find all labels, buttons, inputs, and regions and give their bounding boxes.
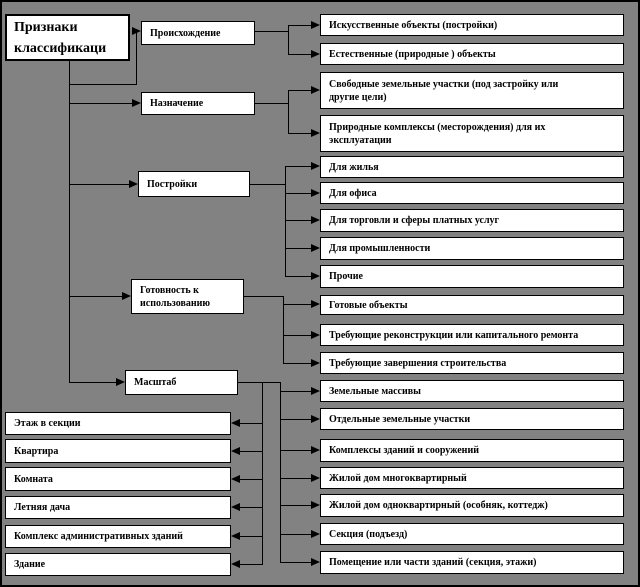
arrowhead-right-icon	[122, 292, 131, 300]
arrowhead-right-icon	[311, 21, 320, 29]
connector-line	[288, 25, 289, 55]
connector-line	[285, 166, 312, 167]
right-item-box	[320, 182, 624, 204]
arrowhead-right-icon	[311, 387, 320, 395]
right-item-label: Готовые объекты	[329, 299, 408, 311]
arrowhead-right-icon	[311, 530, 320, 538]
right-item-label: Свободные земельные участки (под застройку или другие цели)	[329, 78, 559, 103]
arrowhead-right-icon	[129, 180, 138, 188]
right-item-box	[320, 551, 624, 574]
category-box-scale	[125, 370, 238, 395]
arrowhead-right-icon	[311, 216, 320, 224]
arrowhead-right-icon	[311, 558, 320, 566]
connector-line	[250, 184, 285, 185]
right-item-label: Земельные массивы	[329, 385, 421, 397]
right-item-label: Для офиса	[329, 187, 377, 199]
arrowhead-right-icon	[311, 129, 320, 137]
title-box	[5, 14, 130, 61]
connector-line	[239, 451, 262, 452]
category-box-origin	[141, 21, 255, 45]
left-item-label: Здание	[14, 559, 46, 570]
right-item-box	[320, 237, 624, 260]
title-text: Признаки классификаци	[14, 19, 107, 56]
connector-line	[239, 564, 262, 565]
category-box-readiness	[131, 279, 244, 314]
connector-line	[280, 478, 312, 479]
connector-line	[285, 193, 312, 194]
arrowhead-left-icon	[231, 532, 240, 540]
right-item-box	[320, 43, 624, 65]
right-item-label: Комплексы зданий и сооружений	[329, 445, 479, 456]
connector-line	[280, 391, 312, 392]
connector-line	[69, 184, 130, 185]
connector-line	[69, 84, 136, 85]
right-item-box	[320, 523, 624, 545]
right-item-label: Отдельные земельные участки	[329, 413, 471, 425]
connector-line	[285, 276, 312, 277]
right-item-label: Прочие	[329, 271, 363, 282]
arrowhead-left-icon	[231, 475, 240, 483]
right-item-label: Искусственные объекты (постройки)	[329, 19, 498, 31]
connector-line	[280, 505, 312, 506]
arrowhead-right-icon	[311, 86, 320, 94]
left-item-box	[5, 439, 231, 463]
right-item-box	[320, 494, 624, 517]
right-item-box	[320, 115, 624, 152]
connector-line	[280, 534, 312, 535]
right-item-label: Естественные (природные ) объекты	[329, 48, 496, 60]
connector-line	[285, 166, 286, 276]
connector-line	[262, 382, 263, 565]
arrowhead-right-icon	[311, 50, 320, 58]
right-item-box	[320, 467, 624, 489]
right-item-box	[320, 156, 624, 178]
arrowhead-right-icon	[311, 162, 320, 170]
right-item-box	[320, 14, 624, 36]
left-item-label: Комната	[14, 473, 53, 485]
connector-line	[288, 25, 312, 26]
right-item-label: Жилой дом одноквартирный (особняк, коттедж)	[329, 500, 548, 511]
arrowhead-right-icon	[132, 27, 141, 35]
category-label: Масштаб	[134, 377, 177, 388]
right-item-label: Требующие завершения строительства	[329, 357, 507, 369]
right-item-box	[320, 295, 624, 315]
arrowhead-right-icon	[311, 359, 320, 367]
right-item-label: Жилой дом многоквартирный	[329, 472, 467, 484]
right-item-label: Для жилья	[329, 161, 379, 173]
arrowhead-left-icon	[231, 447, 240, 455]
left-item-box	[5, 496, 231, 519]
arrowhead-left-icon	[231, 560, 240, 568]
connector-line	[283, 335, 312, 336]
connector-line	[239, 536, 262, 537]
left-item-label: Этаж в секции	[14, 418, 81, 429]
connector-line	[239, 423, 262, 424]
left-item-label: Летняя дача	[14, 502, 71, 513]
category-label: Назначение	[150, 98, 204, 109]
right-item-box	[320, 324, 624, 346]
right-item-box	[320, 380, 624, 402]
arrowhead-right-icon	[311, 189, 320, 197]
left-item-box	[5, 412, 231, 435]
arrowhead-right-icon	[132, 99, 141, 107]
connector-line	[288, 54, 312, 55]
right-item-label: Секция (подъезд)	[329, 528, 408, 540]
right-item-label: Требующие реконструкции или капитального ремонта	[329, 329, 579, 341]
connector-line	[283, 304, 312, 305]
connector-line	[239, 507, 262, 508]
connector-line	[280, 382, 281, 563]
right-item-label: Для промышленности	[329, 243, 431, 254]
connector-line	[69, 61, 70, 383]
right-item-box	[320, 72, 624, 109]
left-item-box	[5, 553, 231, 576]
arrowhead-left-icon	[231, 419, 240, 427]
connector-line	[285, 248, 312, 249]
connector-line	[238, 382, 280, 383]
left-item-label: Квартира	[14, 445, 59, 457]
connector-line	[69, 382, 117, 383]
category-label: Готовность к использованию	[140, 284, 211, 309]
connector-line	[285, 220, 312, 221]
arrowhead-right-icon	[116, 378, 125, 386]
left-item-label: Комплекс административных зданий	[14, 531, 183, 542]
arrowhead-right-icon	[311, 446, 320, 454]
connector-line	[288, 133, 312, 134]
connector-line	[283, 363, 312, 364]
arrowhead-right-icon	[311, 474, 320, 482]
right-item-label: Природные комплексы (месторождения) для их эксплуатации	[329, 121, 546, 146]
right-item-label: Для торговли и сферы платных услуг	[329, 215, 500, 226]
category-box-purpose	[141, 92, 255, 115]
right-item-box	[320, 209, 624, 232]
category-label: Постройки	[147, 178, 198, 190]
right-item-box	[320, 439, 624, 462]
arrowhead-right-icon	[311, 331, 320, 339]
right-item-box	[320, 265, 624, 288]
arrowhead-right-icon	[311, 300, 320, 308]
arrowhead-right-icon	[311, 244, 320, 252]
connector-line	[280, 419, 312, 420]
connector-line	[288, 90, 312, 91]
left-item-box	[5, 467, 231, 491]
right-item-box	[320, 352, 624, 374]
connector-line	[69, 103, 133, 104]
right-item-label: Помещение или части зданий (секция, этажи)	[329, 557, 537, 568]
connector-line	[280, 450, 312, 451]
connector-line	[69, 296, 123, 297]
arrowhead-right-icon	[311, 272, 320, 280]
category-label: Происхождение	[150, 27, 221, 39]
left-item-box	[5, 525, 231, 548]
arrowhead-right-icon	[311, 501, 320, 509]
arrowhead-left-icon	[231, 503, 240, 511]
category-box-buildings	[138, 171, 250, 197]
right-item-box	[320, 408, 624, 430]
connector-line	[136, 31, 137, 85]
connector-line	[244, 296, 283, 297]
connector-line	[239, 479, 262, 480]
connector-line	[255, 31, 288, 32]
connector-line	[255, 103, 288, 104]
connector-line	[283, 296, 284, 363]
connector-line	[288, 90, 289, 133]
arrowhead-right-icon	[311, 415, 320, 423]
connector-line	[280, 562, 312, 563]
